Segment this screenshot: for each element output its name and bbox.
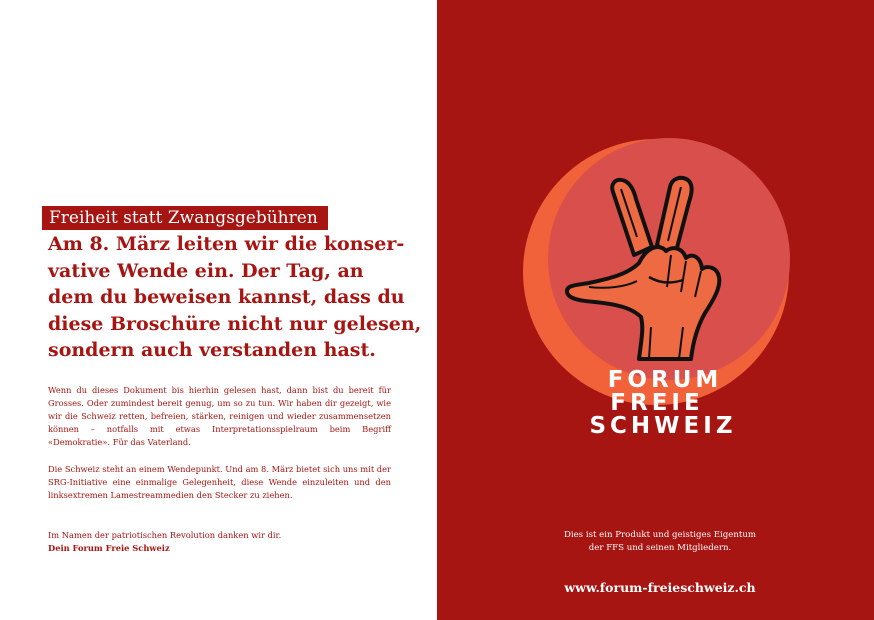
copyright-line: Dies ist ein Produkt und geistiges Eigentum	[563, 530, 757, 540]
closing-block	[48, 529, 391, 555]
body-paragraph-1: Wenn du dieses Dokument bis hierhin gelesen hast, dann bist du bereit für Grosses. Oder zumindest bereit genug, um so zu tun. Wir haben dir gezeigt, wie wir die Schweiz retten, befreien, stärken, reinigen und wieder zusammensetzen können – notfalls mit etwas Interpretationsspielraum beim Begriff «Demokratie». Für das Vaterland.	[48, 385, 391, 447]
copyright-notice	[520, 529, 800, 555]
copyright-line: der FFS und seinen Mitgliedern.	[588, 543, 732, 553]
brand-word: FREIE	[610, 390, 704, 416]
brand-word: SCHWEIZ	[589, 413, 737, 439]
brand-word: FORUM	[607, 367, 723, 393]
signature: Dein Forum Freie Schweiz	[48, 543, 170, 553]
brand-logo-text	[540, 369, 790, 438]
website-link[interactable]: www.forum-freieschweiz.ch	[564, 580, 756, 595]
headline-line: sondern auch verstanden hast.	[48, 339, 376, 361]
body-paragraph-2: Die Schweiz steht an einem Wendepunkt. Und am 8. März bietet sich uns mit der SRG-Initiative eine einmalige Gelegenheit, diese Wende einzuleiten und den linksextremen Lamestreammedien den Stecker zu ziehen.	[48, 464, 391, 500]
headline-line: vative Wende ein. Der Tag, an	[48, 259, 364, 282]
headline-line: dem du beweisen kannst, dass du	[48, 286, 405, 308]
headline-line: diese Broschüre nicht nur gelesen,	[48, 312, 422, 335]
headline-tag: Freiheit statt Zwangsgebühren	[42, 206, 328, 230]
headline-line: Am 8. März leiten wir die konser-	[48, 233, 405, 255]
headline	[48, 231, 422, 364]
closing-text: Im Namen der patriotischen Revolution danken wir dir.	[48, 530, 282, 540]
